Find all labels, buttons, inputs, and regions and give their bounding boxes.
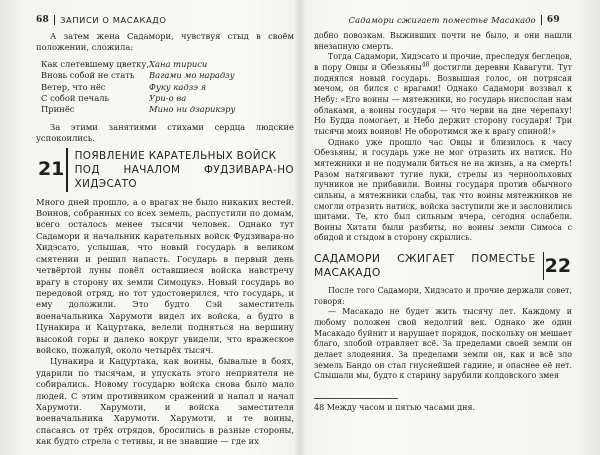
after-poem-paragraph: За этими занятиями стихами сердца людские успокоились. <box>36 121 294 144</box>
chapter-title-line: ПОЯВЛЕНИЕ КАРАТЕЛЬНЫХ ВОЙСК <box>74 149 277 162</box>
right-body <box>314 31 572 382</box>
chapter-title: САДАМОРИ СЖИГАЕТ ПОМЕСТЬЕ МАСАКАДО <box>314 252 536 280</box>
poem-line-jp: Мино ни дзарикэру <box>149 104 236 115</box>
chapter-title <box>68 148 294 192</box>
chapter-21-heading <box>36 148 294 192</box>
body-paragraph <box>314 52 572 137</box>
left-running-head <box>36 13 292 27</box>
right-page-number: 69 <box>546 15 560 25</box>
chapter-number: 22 <box>544 254 572 277</box>
poem-line-ru: Как слетевшему цветку, <box>41 58 150 69</box>
running-head-divider <box>541 15 542 25</box>
chapter-number: 21 <box>37 157 65 180</box>
body-paragraph: Цунакира и Кацуртака, как воины, бывалые в боях, ударили по тысячам, и упускать этого неприятеля не собирались. Новому государю войска снова было мало людей. С этим противником сражений и напал и начал Харумоти. Харумоти, и войска заместителя военачальника Харумоти. Харумоти, и те воины, спасаясь от трёх отрядов, бросились в разные стороны, как будто стрела с тетивы, и не знавшие — где их <box>36 356 294 447</box>
poem <box>41 59 294 116</box>
poem-line-jp: Фуку кадзэ я <box>149 81 207 92</box>
poem-line-jp: Ури-о ва <box>149 93 187 104</box>
poem-line-ru: Принёс <box>41 104 75 115</box>
right-running-title: Садамори сжигает поместье Масакадо <box>348 15 536 25</box>
body-paragraph: Однако уже прошло час Овцы и близилось к часу Обезьяны, и государь уже не мог отразить их натиск. Но мятежники и не подумали биться не на жизнь, а на смерть! Разом натягивают тугие луки, стрелы из черноольховых лучников не прибавили. Воины государя против обычного сильны, а мятежники слабы, так что воины мятежников не смогли отразить натиск, войска заступили же и заслонились щитами. Те, кто был сильным вчера, сегодня ослабели. Воины Хитати были разбиты, но воины земли Симоса с обидой и стыдом в сторону скрылись. <box>314 137 572 243</box>
footnote <box>314 398 572 413</box>
poem-line-ru: Ветер, что нёс <box>41 81 106 92</box>
body-paragraph: После того Садамори, Хидэсато и прочие держали совет, говоря: <box>314 286 572 306</box>
poem-line-jp: Вагами мо нарадзу <box>149 70 235 81</box>
running-head-divider <box>54 15 55 25</box>
paragraph-text: Тогда Садамори, Хидэсато и прочие, преследуя беглецов, в пору Овцы и Обезьяны <box>314 52 572 72</box>
intro-paragraph: А затем жена Садамори, чувствуя стыд в своём положении, сложила: <box>36 31 294 53</box>
poem-line-ru: С собой печаль <box>41 93 110 104</box>
right-page <box>302 0 600 455</box>
right-running-head <box>308 13 560 27</box>
left-page <box>0 0 298 455</box>
chapter-22-heading <box>314 252 572 280</box>
left-body <box>36 31 294 448</box>
left-running-title: ЗАПИСИ О МАСАКАДО <box>60 15 167 25</box>
poem-line-ru: Вновь собой не стать <box>41 70 135 81</box>
body-paragraph: Много дней прошло, а о врагах не было никаких вестей. Воинов, собранных со всех земель, распустили по домам, всего осталось менее тысячи человек. Однако тут Садамори и начальник карательных войск Фудзивара-но Хидэсато, услышав, что новый государь в великом смятении и решил напасть. Государь в первый день четвёртой луны повёл оставшиеся войска навстречу врагу в сторону их земли Симоцукэ. Новый государь во передовой отряд, но тот удостоверился, что государь, и ему доложили. Это будто Сэй заместитель военачальника Харумоти видел их войска, а будто в Цунакира и Кацуртака, велели подняться на вершину высокой горы и далеко вокруг увидели, что вражеское войско, пожалуй, около четырёх тысяч. <box>36 196 294 355</box>
chapter-title-line: ПОД НАЧАЛОМ ФУДЗИВАРА-НО ХИДЭСАТО <box>74 163 294 190</box>
paragraph-text: достигли деревни Кавагути. Тут поднялся новый государь. Возвышая голос, он потрясая мечом, он бился с врагами! Однако Садамори воззвал к Небу: «Его воины — мятежники, но государь ниспослан нам облаками, а воины государя — что черви на дне черепаху! Но Будда помогает, и Небо держит сторону государя! Три тысячи моих воинов! Не оборотимся же к врагу спиной!» <box>314 62 572 136</box>
body-paragraph: — Масакадо не будет жить тысячу лет. Каждому и любому положен свой недолгий век. Однако же один Масакадо буйнит и нарушает порядок, поскольку он мешает благо, злобой отравляет всё. За пределами своей земли он делает злодеяния. За пределами земли он, как и всё зло земель Бандо он стал гнуснейшей гадине, и опаснее её нет. Слышали мы, будто к старину зарубили колдовского змея <box>314 307 572 381</box>
footnote-rule <box>314 398 398 399</box>
footnote-reference[interactable]: 48 <box>421 61 430 69</box>
body-paragraph: добно повозкам. Выживших почти не было, и они нашли внезапную смерть. <box>314 31 572 51</box>
footnote-text: 48 Между часом и пятью часами дня. <box>314 403 476 412</box>
left-page-number: 68 <box>36 15 50 25</box>
poem-line-jp: Хана тириси <box>149 58 208 69</box>
